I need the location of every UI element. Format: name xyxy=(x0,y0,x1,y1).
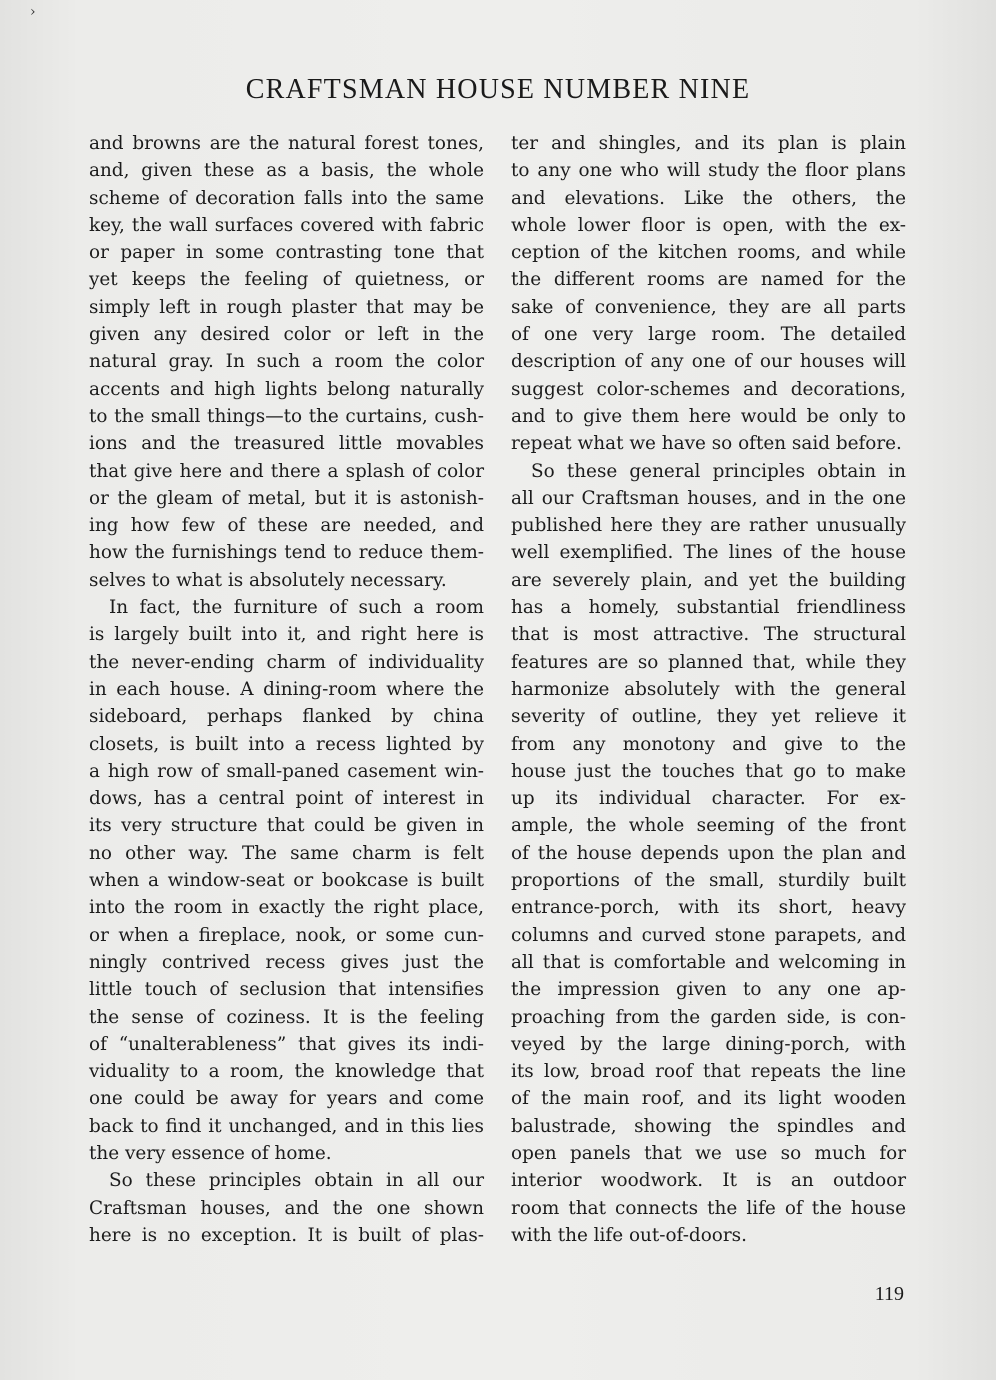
text-line: the different rooms are named for the xyxy=(511,269,906,291)
text-line: columns and curved stone parapets, and xyxy=(511,924,906,946)
page-number: 119 xyxy=(874,1283,904,1305)
text-line: ningly contrived recess gives just the xyxy=(89,951,484,973)
text-line: description of any one of our houses will xyxy=(511,351,906,373)
text-line: is largely built into it, and right here is xyxy=(89,624,484,646)
text-line: balustrade, showing the spindles and xyxy=(511,1115,906,1137)
text-line: or when a fireplace, nook, or some cun- xyxy=(89,924,484,946)
text-line: from any monotony and give to the xyxy=(511,733,906,755)
text-line: its low, broad roof that repeats the line xyxy=(511,1061,906,1083)
text-line: has a homely, substantial friendliness xyxy=(511,597,906,619)
text-line: So these principles obtain in all our xyxy=(109,1170,484,1192)
text-line: all our Craftsman houses, and in the one xyxy=(511,487,906,509)
text-line: yet keeps the feeling of quietness, or xyxy=(89,269,484,291)
text-line: ing how few of these are needed, and xyxy=(89,515,484,537)
text-line: Craftsman houses, and the one shown xyxy=(89,1197,484,1219)
text-line: and, given these as a basis, the whole xyxy=(89,160,484,182)
text-line: In fact, the furniture of such a room xyxy=(109,597,484,619)
text-line: harmonize absolutely with the general xyxy=(511,678,906,700)
text-line: interior woodwork. It is an outdoor xyxy=(511,1170,906,1192)
right-column xyxy=(511,130,906,1249)
text-line: dows, has a central point of interest in xyxy=(89,788,484,810)
text-line: proportions of the small, sturdily built xyxy=(511,870,906,892)
text-line: accents and high lights belong naturally xyxy=(89,378,484,400)
running-head: CRAFTSMAN HOUSE NUMBER NINE xyxy=(245,74,751,105)
text-line: little touch of seclusion that intensifies xyxy=(89,979,484,1001)
text-line: published here they are rather unusually xyxy=(511,515,906,537)
text-line: and to give them here would be only to xyxy=(511,405,906,427)
text-line: well exemplified. The lines of the house xyxy=(511,542,906,564)
text-line: veyed by the large dining-porch, with xyxy=(511,1033,906,1055)
text-line: the never-ending charm of individuality xyxy=(89,651,484,673)
text-line: of the main roof, and its light wooden xyxy=(511,1088,906,1110)
text-line: and browns are the natural forest tones, xyxy=(89,133,484,154)
text-line: and elevations. Like the others, the xyxy=(511,187,906,209)
text-line: one could be away for years and come xyxy=(89,1088,484,1110)
text-line: or paper in some contrasting tone that xyxy=(89,242,484,264)
text-line: the sense of coziness. It is the feeling xyxy=(89,1006,484,1028)
text-line: sake of convenience, they are all parts xyxy=(511,296,906,318)
text-line: to the small things—to the curtains, cush- xyxy=(89,405,484,427)
text-line: entrance-porch, with its short, heavy xyxy=(511,897,906,919)
text-line: its very structure that could be given in xyxy=(89,815,484,837)
text-line: whole lower floor is open, with the ex- xyxy=(511,214,906,236)
text-line: with the life out-of-doors. xyxy=(511,1224,747,1246)
text-line: given any desired color or left in the xyxy=(89,324,484,346)
text-line: when a window-seat or bookcase is built xyxy=(89,870,484,892)
text-line: viduality to a room, the knowledge that xyxy=(89,1061,484,1083)
text-line: of “unalterableness” that gives its indi- xyxy=(89,1033,484,1055)
text-line: natural gray. In such a room the color xyxy=(89,351,484,373)
text-line: no other way. The same charm is felt xyxy=(89,842,484,864)
text-line: of one very large room. The detailed xyxy=(511,324,906,346)
text-line: features are so planned that, while they xyxy=(511,651,906,673)
text-line: up its individual character. For ex- xyxy=(511,788,906,810)
corner-mark: › xyxy=(30,4,36,20)
text-line: selves to what is absolutely necessary. xyxy=(89,569,447,591)
text-line: open panels that we use so much for xyxy=(511,1142,906,1164)
text-line: ample, the whole seeming of the front xyxy=(511,815,906,837)
text-line: back to find it unchanged, and in this lies xyxy=(89,1115,484,1137)
text-line: how the furnishings tend to reduce them- xyxy=(89,542,484,564)
text-line: ter and shingles, and its plan is plain xyxy=(511,133,906,154)
text-line: into the room in exactly the right place, xyxy=(89,897,484,919)
text-line: room that connects the life of the house xyxy=(511,1197,906,1219)
text-line: repeat what we have so often said before. xyxy=(511,433,902,455)
text-line: So these general principles obtain in xyxy=(531,460,906,482)
text-line: the very essence of home. xyxy=(89,1142,332,1164)
text-line: are severely plain, and yet the building xyxy=(511,569,906,591)
text-line: in each house. A dining-room where the xyxy=(89,678,484,700)
text-line: key, the wall surfaces covered with fabric xyxy=(89,214,484,236)
text-line: house just the touches that go to make xyxy=(511,760,906,782)
text-line: simply left in rough plaster that may be xyxy=(89,296,484,318)
text-line: proaching from the garden side, is con- xyxy=(511,1006,906,1028)
text-line: ions and the treasured little movables xyxy=(89,433,484,455)
text-line: here is no exception. It is built of plas- xyxy=(89,1224,484,1246)
text-line: suggest color-schemes and decorations, xyxy=(511,378,906,400)
text-line: a high row of small-paned casement win- xyxy=(89,760,484,782)
text-line: or the gleam of metal, but it is astonish- xyxy=(89,487,484,509)
text-line: severity of outline, they yet relieve it xyxy=(511,706,906,728)
text-line: ception of the kitchen rooms, and while xyxy=(511,242,906,264)
text-line: scheme of decoration falls into the same xyxy=(89,187,484,209)
text-line: that is most attractive. The structural xyxy=(511,624,906,646)
left-column xyxy=(89,130,484,1249)
text-line: closets, is built into a recess lighted by xyxy=(89,733,484,755)
text-line: all that is comfortable and welcoming in xyxy=(511,951,906,973)
text-line: the impression given to any one ap- xyxy=(511,979,906,1001)
text-line: to any one who will study the floor plans xyxy=(511,160,906,182)
text-line: sideboard, perhaps flanked by china xyxy=(89,706,484,728)
text-line: that give here and there a splash of color xyxy=(89,460,484,482)
text-line: of the house depends upon the plan and xyxy=(511,842,906,864)
